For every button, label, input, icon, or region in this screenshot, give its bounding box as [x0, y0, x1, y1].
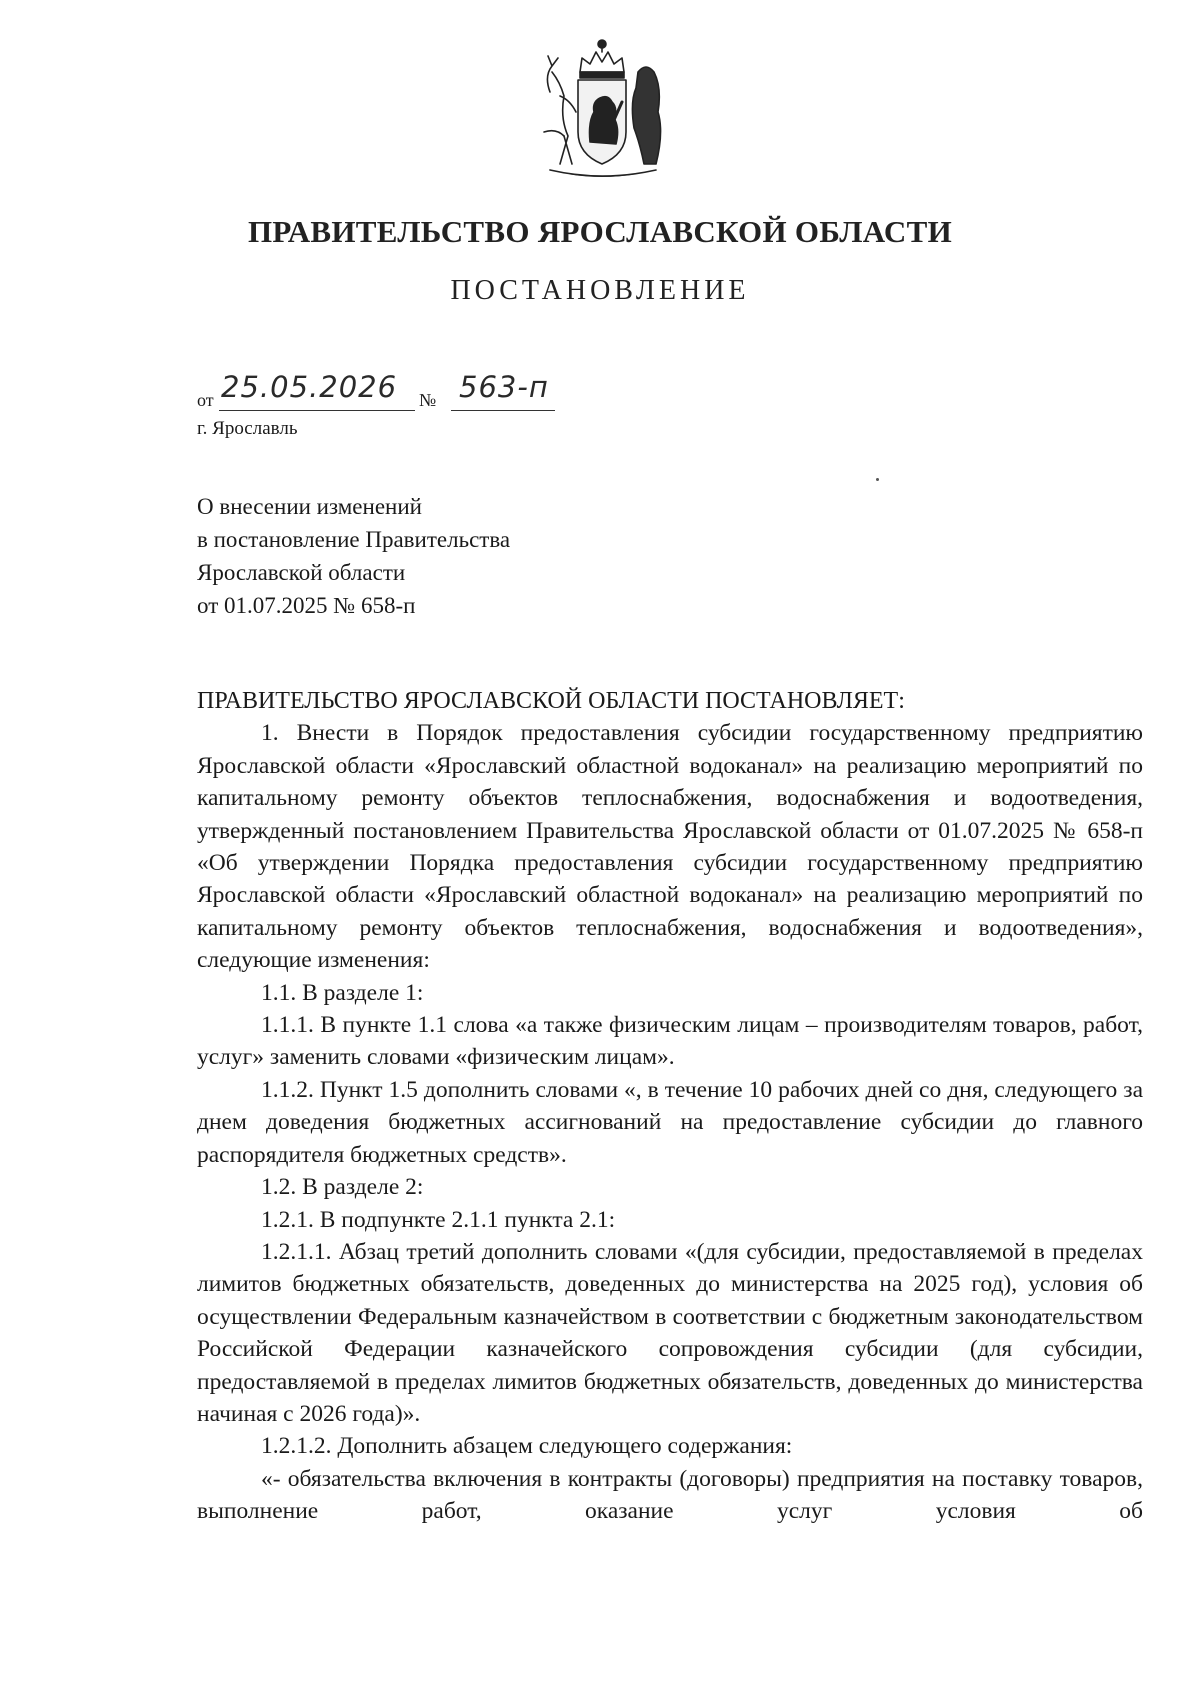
date-number-line	[197, 370, 617, 414]
resolution-heading: ПРАВИТЕЛЬСТВО ЯРОСЛАВСКОЙ ОБЛАСТИ ПОСТАНОВЛЯЕТ:	[197, 688, 905, 714]
date-prefix: от	[197, 390, 214, 410]
scan-speck	[876, 478, 879, 481]
paragraph: 1.2.1.1. Абзац третий дополнить словами «(для субсидии, предоставляемой в пределах лимитов бюджетных обязательств, доведенных до министерства на 2025 год), условия об осуществлении Федеральным казначейством в соответствии с бюджетным законодательством Российской Федерации казначейского сопровождения субсидии (для субсидии, предоставляемой в пределах лимитов бюджетных обязательств, доведенных до министерства начиная с 2026 года)».	[197, 1238, 1143, 1427]
subject-line: от 01.07.2025 № 658-п	[197, 593, 416, 618]
paragraph: 1.1.1. В пункте 1.1 слова «а также физическим лицам – производителям товаров, работ, услуг» заменить словами «физическим лицам».	[197, 1012, 1143, 1071]
document-subject	[197, 490, 510, 622]
city-label: г. Ярославль	[197, 418, 298, 439]
document-type: ПОСТАНОВЛЕНИЕ	[450, 275, 750, 306]
number-handwritten: 563-п	[459, 370, 549, 404]
government-title: ПРАВИТЕЛЬСТВО ЯРОСЛАВСКОЙ ОБЛАСТИ	[248, 214, 952, 249]
subject-line: Ярославской области	[197, 560, 406, 585]
date-underline	[219, 410, 415, 411]
paragraph: 1. Внести в Порядок предоставления субсидии государственному предприятию Ярославской области «Ярославский областной водоканал» на реализацию мероприятий по капитальному ремонту объектов теплоснабжения, водоснабжения и водоотведения, утвержденный постановлением Правительства Ярославской области от 01.07.2025 № 658-п «Об утверждении Порядка предоставления субсидии государственному предприятию Ярославской области «Ярославский областной водоканал» на реализацию мероприятий по капитальному ремонту объектов теплоснабжения, водоснабжения и водоотведения», следующие изменения:	[197, 720, 1143, 974]
paragraph: 1.2.1. В подпункте 2.1.1 пункта 2.1:	[261, 1206, 616, 1233]
date-handwritten: 25.05.2026	[221, 370, 398, 404]
paragraph: 1.2. В разделе 2:	[261, 1174, 424, 1201]
subject-line: в постановление Правительства	[197, 527, 511, 552]
paragraph: «- обязательства включения в контракты (договоры) предприятия на поставку товаров, выполнение работ, оказание услуг условия об	[197, 1465, 1143, 1525]
paragraph: 1.1. В разделе 1:	[261, 979, 424, 1006]
coat-of-arms-icon	[530, 32, 675, 182]
document-body	[197, 685, 1143, 1528]
paragraph: 1.2.1.2. Дополнить абзацем следующего содержания:	[261, 1433, 793, 1460]
number-prefix: №	[419, 390, 437, 410]
number-underline	[451, 410, 555, 411]
subject-line: О внесении изменений	[197, 494, 422, 519]
paragraph: 1.1.2. Пункт 1.5 дополнить словами «, в течение 10 рабочих дней со дня, следующего за днем доведения бюджетных ассигнований на предоставление субсидии до главного распорядителя бюджетных средств».	[197, 1076, 1143, 1168]
